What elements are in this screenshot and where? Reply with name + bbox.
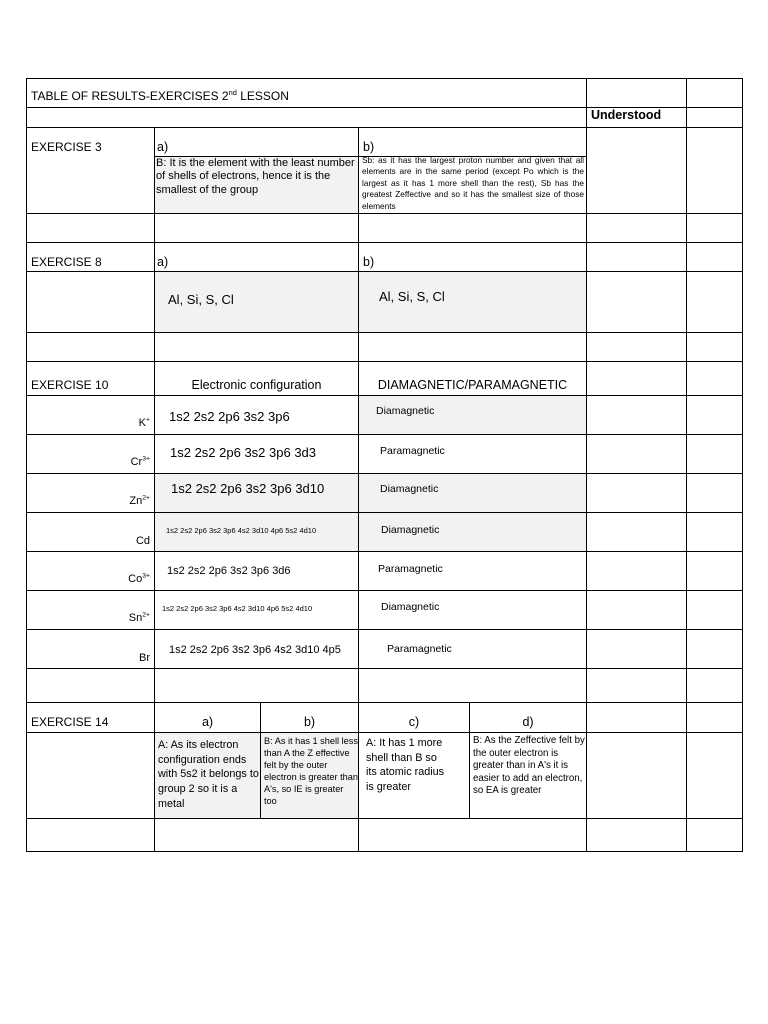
ex14-d-answer: B: As the Zeffective felt by the outer electron is greater than in A's it is easier to add an electron, so EA is greater — [473, 735, 585, 797]
ion-config-k: 1s2 2s2 2p6 3s2 3p6 — [169, 409, 290, 424]
grid-line — [26, 127, 743, 128]
ex8-label: EXERCISE 8 — [31, 255, 102, 269]
grid-line — [26, 395, 743, 396]
grid-line — [586, 78, 587, 852]
grid-line — [26, 590, 743, 591]
ex8-a-answer: Al, Si, S, Cl — [168, 292, 234, 307]
ex3-a-label: a) — [157, 140, 169, 154]
grid-line — [26, 242, 743, 243]
grid-line — [26, 551, 743, 552]
grid-line — [26, 213, 743, 214]
ion-config-zn: 1s2 2s2 2p6 3s2 3p6 3d10 — [171, 481, 325, 496]
grid-line — [686, 78, 687, 852]
ion-magnetism-k: Diamagnetic — [376, 405, 435, 417]
ex10-magnetism-header: DIAMAGNETIC/PARAMAGNETIC — [377, 378, 568, 392]
ex14-c-label: c) — [408, 715, 420, 729]
ex14-d-label: d) — [522, 715, 534, 729]
grid-line — [26, 702, 743, 703]
grid-line — [26, 332, 743, 333]
ex3-a-answer: B: It is the element with the least number of shells of electrons, hence it is the smallest of the group — [156, 157, 355, 196]
ion-symbol-zn: $Zn^{2+}$ — [129, 494, 150, 507]
ex8-a-label: a) — [157, 255, 169, 269]
ion-magnetism-cr: Paramagnetic — [380, 445, 445, 457]
understood-header: Understood — [591, 108, 662, 122]
ion-symbol-br: Br — [139, 652, 150, 664]
grid-line — [358, 127, 359, 852]
ion-symbol-co: $Co^{3+}$ — [128, 572, 150, 585]
ion-symbol-cd: Cd — [135, 535, 150, 547]
grid-line — [26, 818, 743, 819]
ex3-b-label: b) — [363, 140, 375, 154]
ion-magnetism-br: Paramagnetic — [387, 643, 452, 655]
ion-config-sn: 1s2 2s2 2p6 3s2 3p6 4s2 3d10 4p6 5s2 4d10 — [162, 604, 313, 613]
ex14-b-answer: B: As it has 1 shell less than A the Z effective felt by the outer electron is greater than A's, so IE is greater too — [264, 736, 358, 806]
grid-line — [26, 78, 743, 79]
grid-line — [26, 78, 27, 852]
ex14-label: EXERCISE 14 — [31, 715, 109, 729]
ion-config-cr: 1s2 2s2 2p6 3s2 3p6 3d3 — [170, 445, 317, 460]
ex3-b-answer: Sb: as it has the largest proton number and given that all elements are in the same period (except Po which is the largest as it has 1 more shell than the rest), Sb has the greatest Zeffective and so it has the smallest size of those elements — [362, 155, 584, 211]
ion-magnetism-zn: Diamagnetic — [380, 483, 439, 495]
ex8-b-label: b) — [363, 255, 375, 269]
grid-line — [26, 434, 743, 435]
ion-symbol-cr: $Cr^{3+}$ — [130, 455, 150, 468]
ion-config-co: 1s2 2s2 2p6 3s2 3p6 3d6 — [167, 565, 291, 577]
ex10-config-header: Electronic configuration — [191, 378, 322, 392]
ion-magnetism-sn: Diamagnetic — [381, 601, 440, 613]
ex14-b-label: b) — [303, 715, 316, 729]
ion-magnetism-cd: Diamagnetic — [381, 524, 440, 536]
grid-line — [26, 512, 743, 513]
grid-line — [26, 732, 743, 733]
grid-line — [26, 473, 743, 474]
ex14-a-answer: A: As its electron configuration ends with 5s2 it belongs to group 2 so it is a metal — [158, 739, 259, 810]
ex8-b-answer: Al, Si, S, Cl — [379, 289, 445, 304]
grid-line — [26, 361, 743, 362]
sheet-title: TABLE OF RESULTS-EXERCISES 2nd LESSON — [31, 88, 289, 103]
ex14-c-answer: A: It has 1 more shell than B so its atomic radius is greater — [366, 737, 445, 794]
grid-line — [154, 127, 155, 852]
grid-line — [26, 851, 743, 852]
ion-symbol-k: K+ — [138, 416, 150, 429]
ion-symbol-sn: $Sn^{2+}$ — [128, 611, 150, 624]
grid-line — [26, 271, 743, 272]
grid-line — [742, 78, 743, 852]
grid-line — [26, 668, 743, 669]
ex3-label: EXERCISE 3 — [31, 140, 102, 154]
ion-config-br: 1s2 2s2 2p6 3s2 3p6 4s2 3d10 4p5 — [169, 644, 341, 656]
ex14-a-label: a) — [201, 715, 214, 729]
ex10-label: EXERCISE 10 — [31, 378, 109, 392]
ion-magnetism-co: Paramagnetic — [378, 563, 443, 575]
ion-config-cd: 1s2 2s2 2p6 3s2 3p6 4s2 3d10 4p6 5s2 4d10 — [166, 526, 317, 535]
grid-line — [26, 629, 743, 630]
